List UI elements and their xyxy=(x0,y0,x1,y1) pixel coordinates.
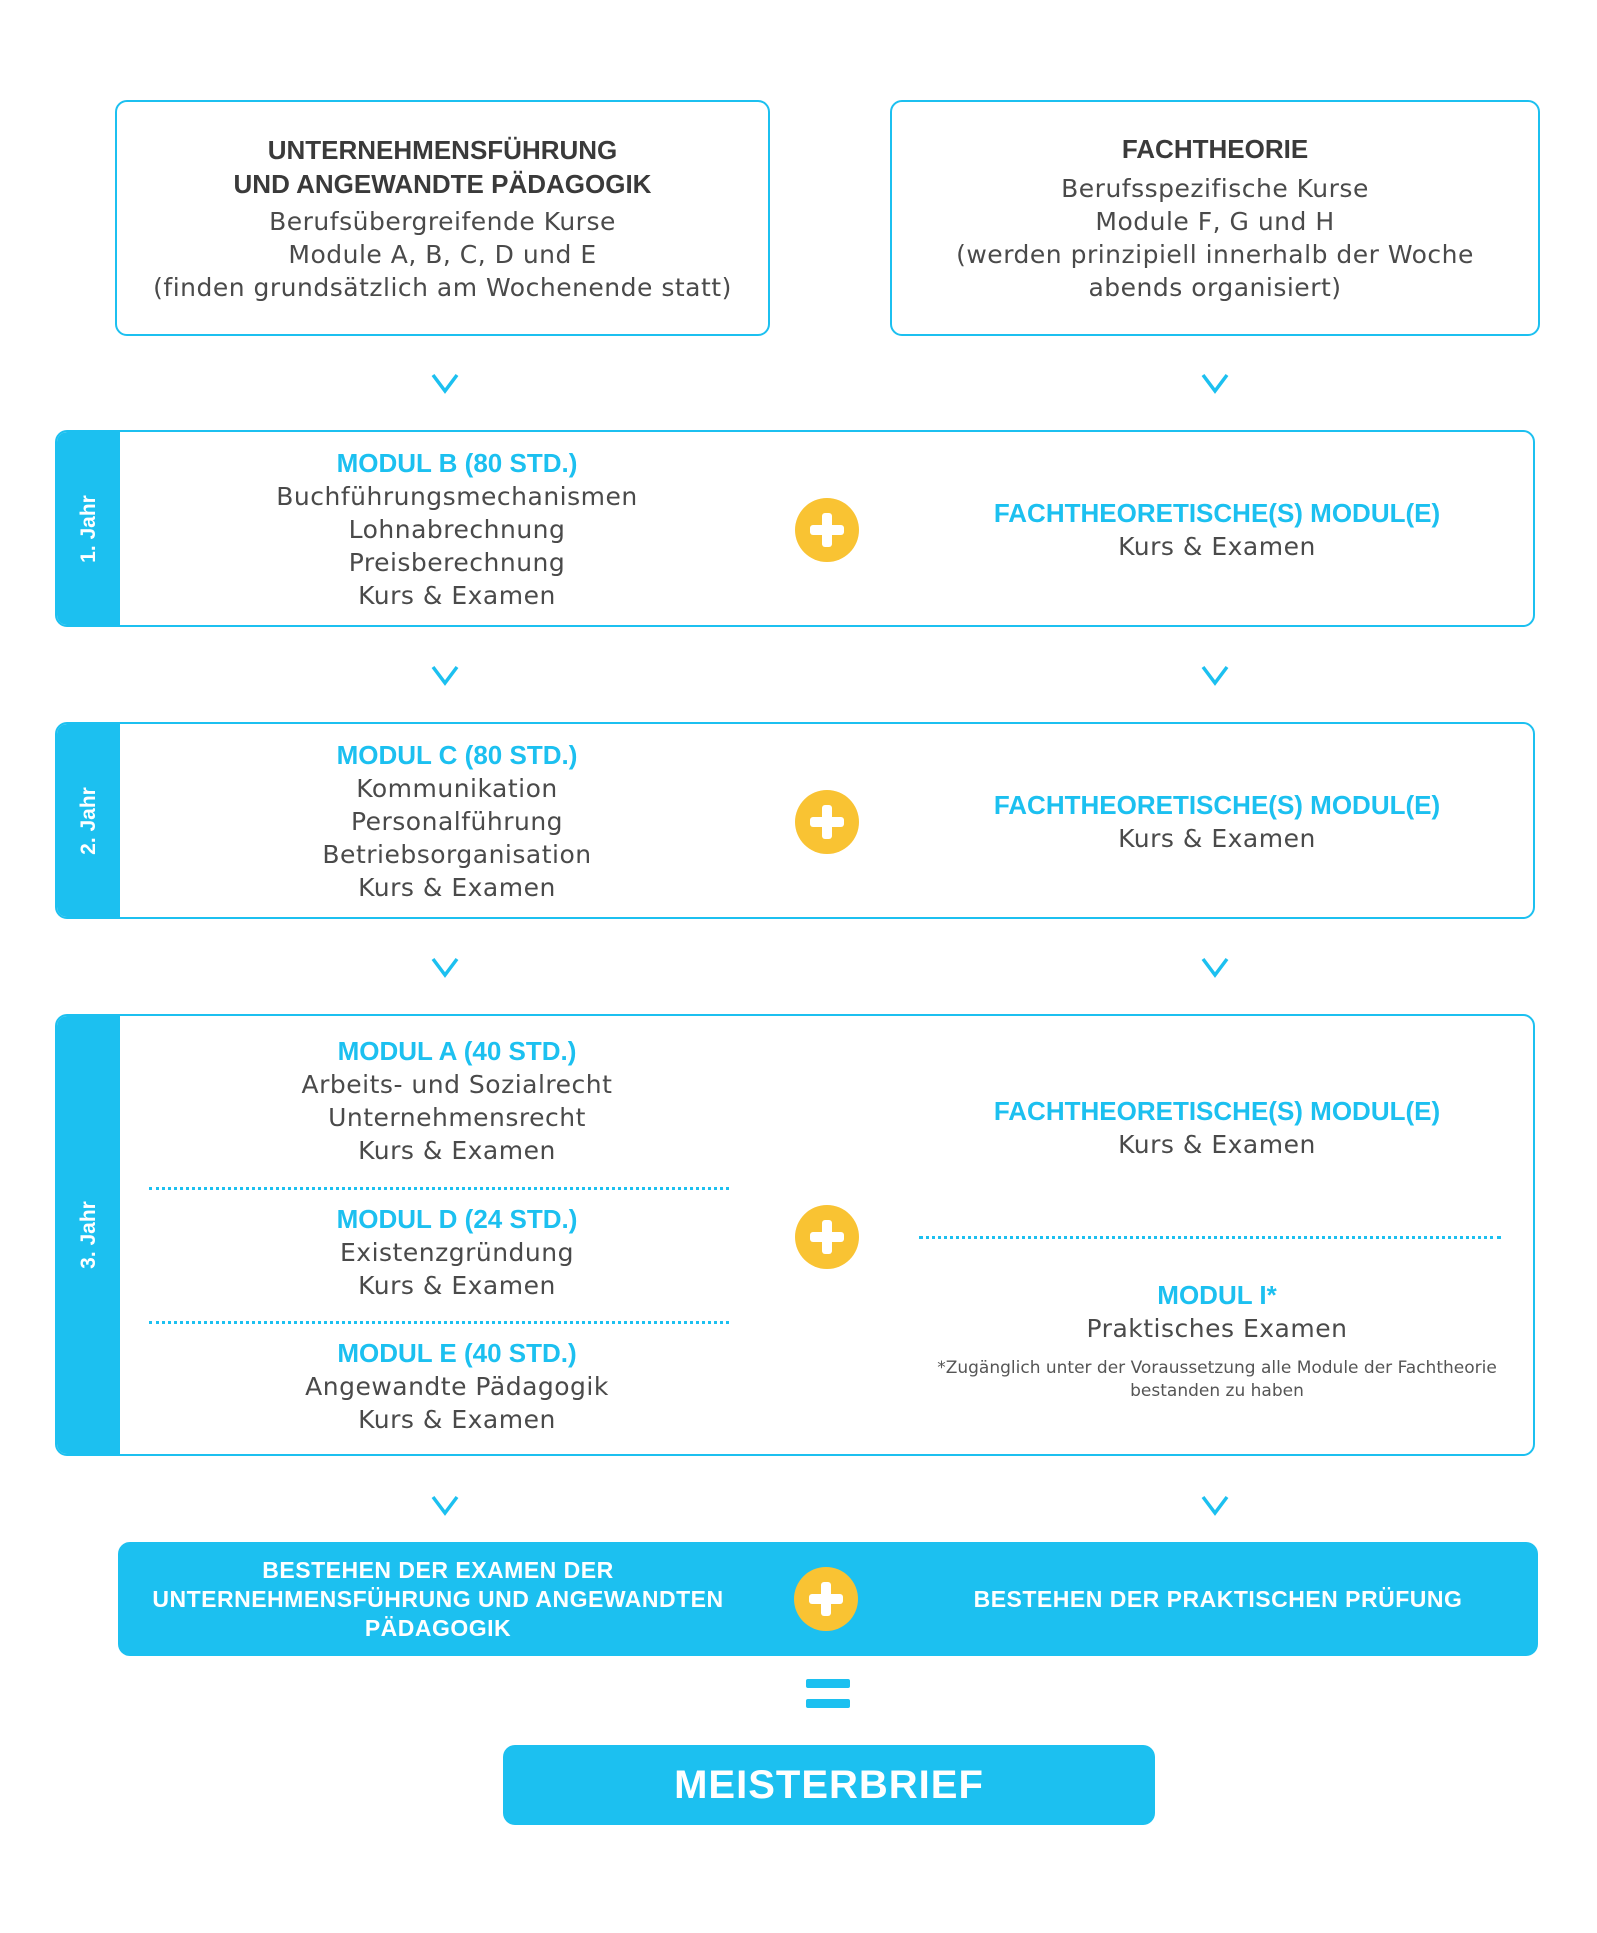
equals-icon-bottom xyxy=(806,1699,850,1708)
top-box-unternehmensfuehrung xyxy=(115,100,770,336)
top-box-line: Module F, G und H xyxy=(1095,207,1335,236)
module-line: Kurs & Examen xyxy=(1118,824,1316,853)
module-title: MODUL I* xyxy=(1157,1280,1277,1310)
module-title: MODUL C (80 STD.) xyxy=(336,740,578,770)
module-line: Kommunikation xyxy=(356,774,558,803)
top-box-line: abends organisiert) xyxy=(1088,273,1342,302)
chevron-down-icon xyxy=(1200,1494,1230,1516)
top-box-title: FACHTHEORIE xyxy=(1121,134,1309,164)
module-line: Personalführung xyxy=(350,807,564,836)
module-line: Preisberechnung xyxy=(348,548,566,577)
result-left-line: UNTERNEHMENSFÜHRUNG UND ANGEWANDTEN xyxy=(152,1585,724,1612)
result-left-line: PÄDAGOGIK xyxy=(364,1614,512,1641)
top-box-line: Module A, B, C, D und E xyxy=(288,239,597,269)
module-line: Angewandte Pädagogik xyxy=(305,1372,609,1401)
plus-icon xyxy=(795,790,859,854)
year-row-2 xyxy=(55,722,1535,919)
top-box-line: (finden grundsätzlich am Wochenende statt) xyxy=(153,272,732,302)
top-box-line: (werden prinzipiell innerhalb der Woche xyxy=(956,240,1474,269)
plus-icon xyxy=(795,498,859,562)
result-bar xyxy=(118,1542,1538,1656)
divider xyxy=(149,1187,729,1190)
divider xyxy=(919,1236,1501,1239)
result-right: BESTEHEN DER PRAKTISCHEN PRÜFUNG xyxy=(973,1585,1463,1612)
top-box-title-line-2: UND ANGEWANDTE PÄDAGOGIK xyxy=(233,168,652,199)
module-title: FACHTHEORETISCHE(S) MODUL(E) xyxy=(993,1096,1441,1126)
module-line: Kurs & Examen xyxy=(358,1405,556,1434)
module-line: Kurs & Examen xyxy=(358,1136,556,1165)
chevron-down-icon xyxy=(430,1494,460,1516)
module-line: Kurs & Examen xyxy=(1118,1130,1316,1159)
module-title: MODUL A (40 STD.) xyxy=(337,1036,577,1066)
chevron-down-icon xyxy=(430,664,460,686)
module-line: Arbeits- und Sozialrecht xyxy=(301,1070,613,1099)
chevron-down-icon xyxy=(430,372,460,394)
footnote: *Zugänglich unter der Voraussetzung alle Module der Fachtheorie xyxy=(937,1358,1497,1378)
top-box-title-line-1: UNTERNEHMENSFÜHRUNG xyxy=(267,134,618,165)
module-title: MODUL D (24 STD.) xyxy=(336,1204,578,1234)
year-tab xyxy=(57,1016,120,1454)
module-line: Lohnabrechnung xyxy=(348,515,566,544)
module-line: Praktisches Examen xyxy=(1086,1314,1348,1343)
year-tab xyxy=(57,724,120,917)
footnote: bestanden zu haben xyxy=(1130,1381,1304,1401)
module-title: MODUL B (80 STD.) xyxy=(336,448,578,478)
module-line: Unternehmensrecht xyxy=(328,1103,586,1132)
module-line: Betriebsorganisation xyxy=(322,840,592,869)
module-line: Existenzgründung xyxy=(340,1238,574,1267)
result-left xyxy=(138,1542,738,1656)
top-box-line: Berufsspezifische Kurse xyxy=(1061,174,1369,203)
plus-icon xyxy=(795,1205,859,1269)
year-tab xyxy=(57,432,120,625)
module-line: Kurs & Examen xyxy=(1118,532,1316,561)
year-label: 2. Jahr xyxy=(76,786,100,855)
top-box-fachtheorie xyxy=(890,100,1540,336)
module-title: FACHTHEORETISCHE(S) MODUL(E) xyxy=(993,498,1441,528)
chevron-down-icon xyxy=(1200,372,1230,394)
module-title: MODUL E (40 STD.) xyxy=(337,1338,577,1368)
module-line: Kurs & Examen xyxy=(358,1271,556,1300)
module-line: Kurs & Examen xyxy=(358,873,556,902)
chevron-down-icon xyxy=(430,956,460,978)
chevron-down-icon xyxy=(1200,956,1230,978)
year-row-1 xyxy=(55,430,1535,627)
year-label: 3. Jahr xyxy=(76,1201,100,1269)
module-line: Buchführungsmechanismen xyxy=(276,482,638,511)
year-row-3 xyxy=(55,1014,1535,1456)
divider xyxy=(149,1321,729,1324)
equals-icon-top xyxy=(806,1679,850,1688)
module-line: Kurs & Examen xyxy=(358,581,556,610)
chevron-down-icon xyxy=(1200,664,1230,686)
top-box-line: Berufsübergreifende Kurse xyxy=(269,206,616,236)
meisterbrief-box: MEISTERBRIEF xyxy=(503,1745,1155,1825)
module-title: FACHTHEORETISCHE(S) MODUL(E) xyxy=(993,790,1441,820)
result-left-line: BESTEHEN DER EXAMEN DER xyxy=(262,1556,614,1583)
plus-icon xyxy=(794,1567,858,1631)
year-label: 1. Jahr xyxy=(76,494,100,563)
